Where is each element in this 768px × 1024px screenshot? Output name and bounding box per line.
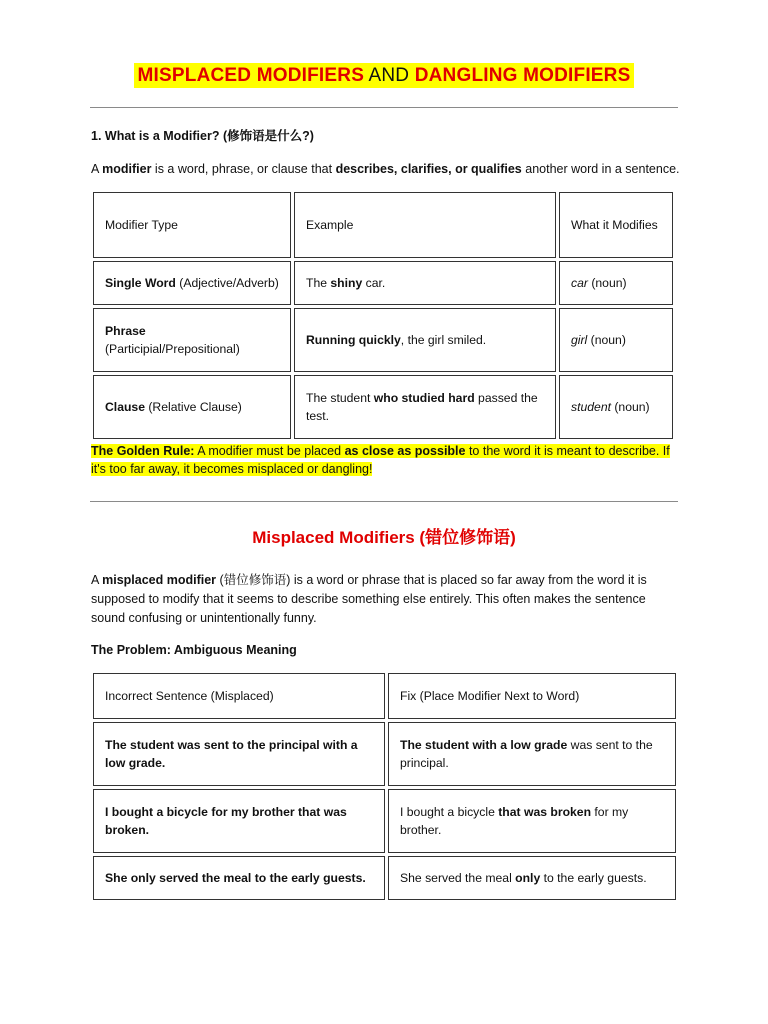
type-cell: Single Word (Adjective/Adverb) [93,261,291,305]
section2-heading: Misplaced Modifiers (错位修饰语) [252,528,516,547]
incorrect-cell: She only served the meal to the early guests. [93,856,385,900]
misplaced-definition: A misplaced modifier (错位修饰语) is a word or phrase that is placed so far away from the word it is supposed to modify that it seems to describe something else entirely. This often makes the sentence sound confusing or unintentionally funny. [91,573,647,625]
example-cell: The shiny car. [294,261,556,305]
title-highlight: MISPLACED MODIFIERS AND DANGLING MODIFIERS [134,63,635,88]
modifies-cell: girl (noun) [559,308,673,372]
fix-cell: She served the meal only to the early guests. [388,856,676,900]
golden-rule: The Golden Rule: A modifier must be placed as close as possible to the word it is meant to describe. If it's too far away, it becomes misplaced or dangling! [91,444,670,477]
table-row [93,722,676,786]
modifier-definition: A modifier is a word, phrase, or clause that describes, clarifies, or qualifies another word in a sentence. [91,162,680,176]
header-cell-type: Modifier Type [93,192,291,258]
incorrect-cell: The student was sent to the principal with a low grade. [93,722,385,786]
modifies-cell: car (noun) [559,261,673,305]
header-cell-fix: Fix (Place Modifier Next to Word) [388,673,676,719]
table-row [93,789,676,853]
fix-cell: The student with a low grade was sent to the principal. [388,722,676,786]
fix-cell: I bought a bicycle that was broken for my brother. [388,789,676,853]
incorrect-cell: I bought a bicycle for my brother that was broken. [93,789,385,853]
table-row [93,856,676,900]
example-cell: The student who studied hard passed the test. [294,375,556,439]
section1-heading: 1. What is a Modifier? (修饰语是什么?) [91,129,314,143]
header-cell-modifies: What it Modifies [559,192,673,258]
divider-top [90,107,678,108]
modifier-types-table [90,189,676,442]
misplaced-examples-table [90,670,679,903]
type-cell: Phrase (Participial/Prepositional) [93,308,291,372]
table-row [93,308,673,372]
header-cell-example: Example [294,192,556,258]
modifies-cell: student (noun) [559,375,673,439]
problem-heading: The Problem: Ambiguous Meaning [91,643,297,657]
table-header-row [93,192,673,258]
divider-middle [90,501,678,502]
table-row [93,375,673,439]
table-header-row [93,673,676,719]
type-cell: Clause (Relative Clause) [93,375,291,439]
table-row [93,261,673,305]
document-title [0,62,768,90]
header-cell-incorrect: Incorrect Sentence (Misplaced) [93,673,385,719]
example-cell: Running quickly, the girl smiled. [294,308,556,372]
